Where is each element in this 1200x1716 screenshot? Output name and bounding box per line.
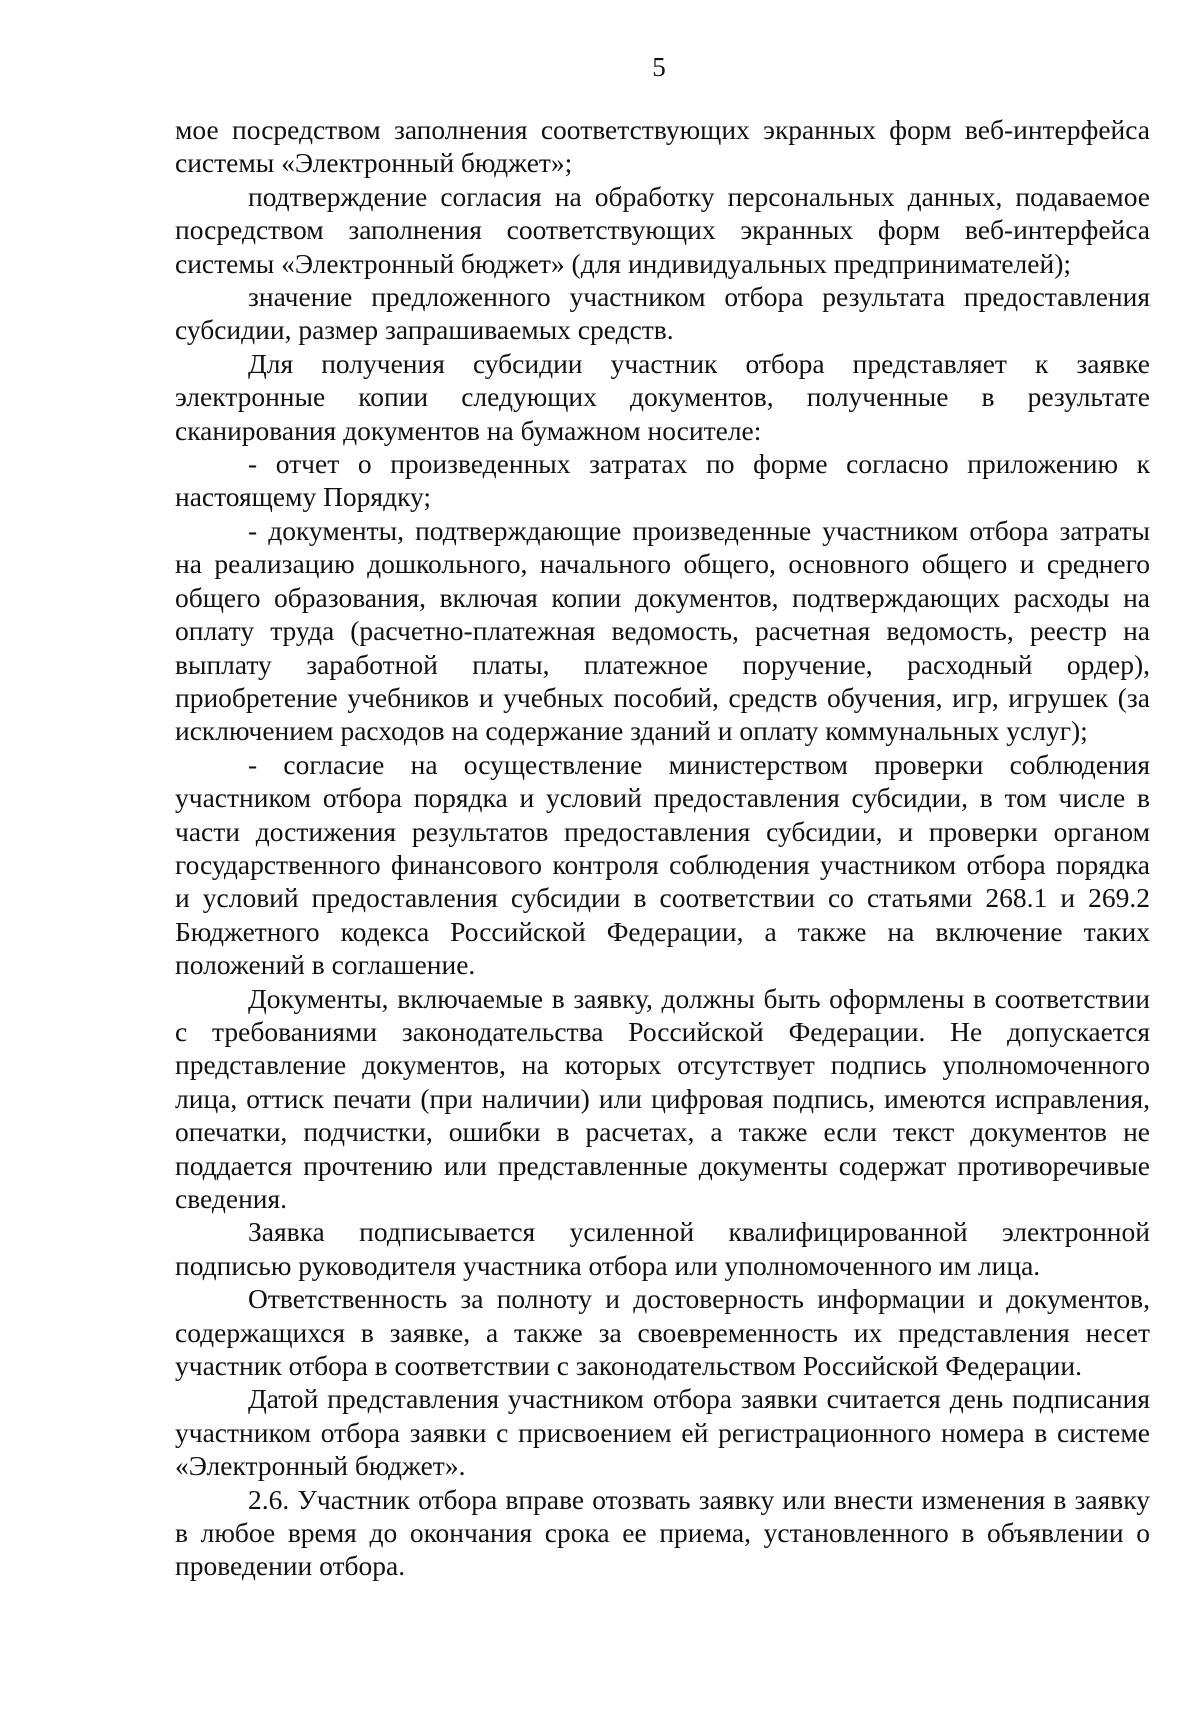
paragraph-4: Для получения субсидии участник отбора представляет к заявке электронные копии следующих документов, полученные в результате сканирования документов на бумажном носителе: xyxy=(175,347,1150,446)
paragraph-10: Ответственность за полноту и достоверность информации и документов, содержащихся в заявке, а также за своевременность их представления несет участник отбора в соответствии с законодательством Российской Федерации. xyxy=(175,1283,1150,1382)
paragraph-1: мое посредством заполнения соответствующих экранных форм веб-интерфейса системы «Электронный бюджет»; xyxy=(175,114,1150,179)
paragraph-2: подтверждение согласия на обработку персональных данных, подаваемое посредством заполнения соответствующих экранных форм веб-интерфейса системы «Электронный бюджет» (для индивидуальных предпринимателей); xyxy=(175,180,1150,279)
paragraph-11: Датой представления участником отбора заявки считается день подписания участником отбора заявки с присвоением ей регистрационного номера в системе «Электронный бюджет». xyxy=(175,1383,1150,1482)
paragraph-3: значение предложенного участником отбора результата предоставления субсидии, размер запрашиваемых средств. xyxy=(175,281,1150,346)
paragraph-8: Документы, включаемые в заявку, должны быть оформлены в соответствии с требованиями законодательства Российской Федерации. Не допускается представление документов, на которых отсутствует подпись уполномоченного лица, оттиск печати (при наличии) или цифровая подпись, имеются исправления, опечатки, подчистки, ошибки в расчетах, а также если текст документов не поддается прочтению или представленные документы содержат противоречивые сведения. xyxy=(175,982,1150,1214)
page-number: 5 xyxy=(652,52,666,82)
paragraph-12: 2.6. Участник отбора вправе отозвать заявку или внести изменения в заявку в любое время до окончания срока ее приема, установленного в объявлении о проведении отбора. xyxy=(175,1483,1150,1582)
document-body xyxy=(175,113,1150,1583)
paragraph-7: - согласие на осуществление министерством проверки соблюдения участником отбора порядка и условий предоставления субсидии, в том числе в части достижения результатов предоставления субсидии, и проверки органом государственного финансового контроля соблюдения участником отбора порядка и условий предоставления субсидии в соответствии со статьями 268.1 и 269.2 Бюджетного кодекса Российской Федерации, а также на включение таких положений в соглашение. xyxy=(175,748,1150,981)
paragraph-9: Заявка подписывается усиленной квалифицированной электронной подписью руководителя участника отбора или уполномоченного им лица. xyxy=(175,1216,1150,1281)
paragraph-5: - отчет о произведенных затратах по форме согласно приложению к настоящему Порядку; xyxy=(175,448,1150,513)
paragraph-6: - документы, подтверждающие произведенные участником отбора затраты на реализацию дошкольного, начального общего, основного общего и среднего общего образования, включая копии документов, подтверждающих расходы на оплату труда (расчетно-платежная ведомость, расчетная ведомость, реестр на выплату заработной платы, платежное поручение, расходный ордер), приобретение учебников и учебных пособий, средств обучения, игр, игрушек (за исключением расходов на содержание зданий и оплату коммунальных услуг); xyxy=(175,514,1150,747)
